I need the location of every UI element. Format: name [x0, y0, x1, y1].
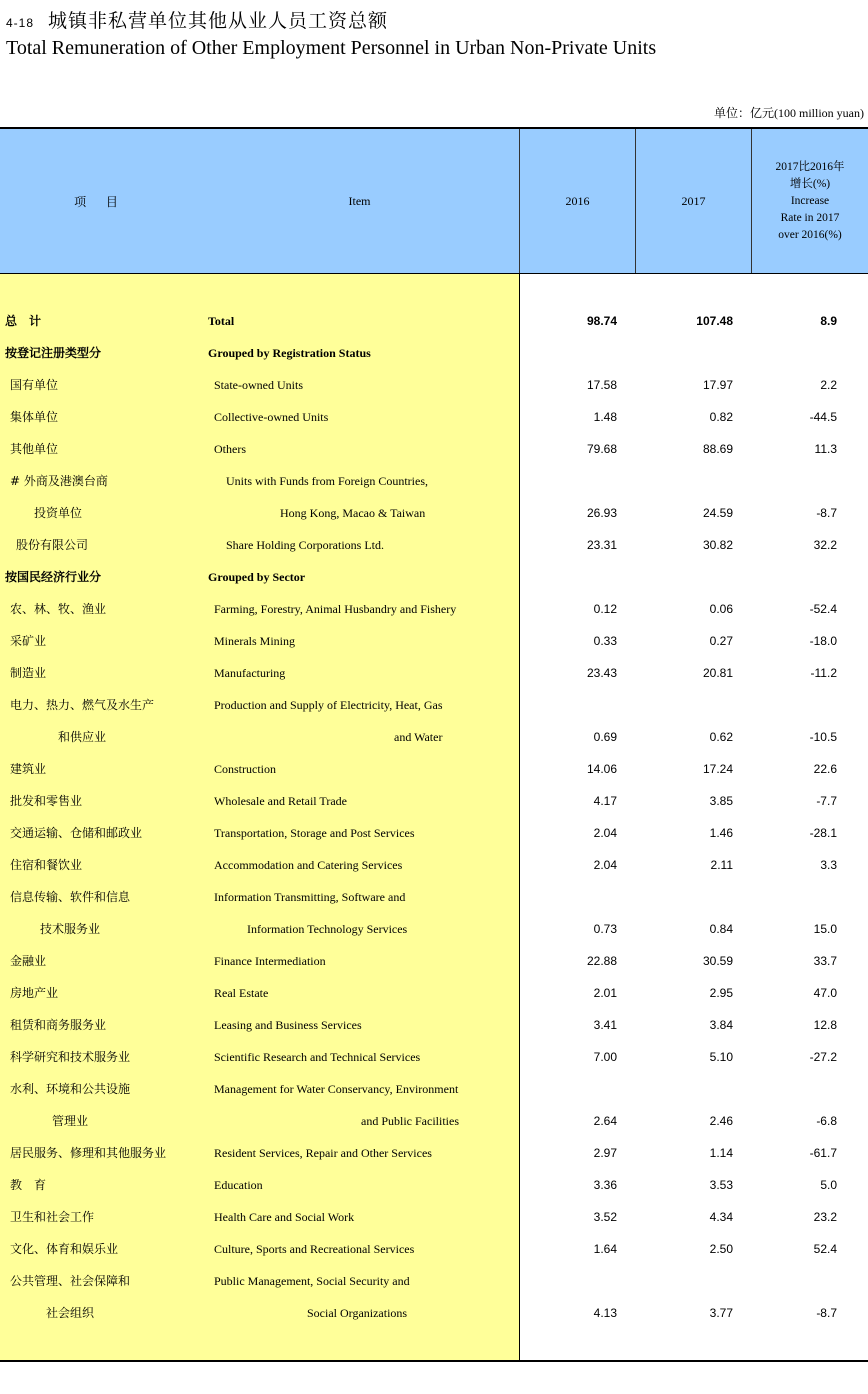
header-2017: 2017: [681, 193, 706, 208]
value-2017: 30.82: [702, 538, 733, 552]
value-rate: 15.0: [813, 922, 837, 936]
row-label-en: Scientific Research and Technical Services: [214, 1050, 421, 1064]
row-label-cn: 信息传输、软件和信息: [10, 890, 131, 904]
row-label-en: Finance Intermediation: [214, 954, 326, 968]
value-rate: 11.3: [814, 442, 837, 456]
header-divider: [751, 129, 752, 273]
header-divider: [635, 129, 636, 273]
table-row: [0, 785, 868, 817]
table-row: [0, 817, 868, 849]
value-2017: 88.69: [702, 442, 733, 456]
row-label-cn: 房地产业: [10, 986, 59, 1000]
unit-label: 单位：亿元(100 million yuan): [714, 106, 864, 120]
table-row: [0, 337, 868, 369]
value-rate: -61.7: [809, 1146, 837, 1160]
table-row: [0, 625, 868, 657]
value-rate: 33.7: [813, 954, 837, 968]
table-row: [0, 881, 868, 913]
row-label-cn: 管理业: [52, 1114, 89, 1128]
value-2016: 3.41: [593, 1018, 617, 1032]
row-label-en: Production and Supply of Electricity, Heat, Gas: [214, 698, 443, 712]
table-row: [0, 465, 868, 497]
row-label-en: Real Estate: [214, 986, 269, 1000]
table-row: [0, 497, 868, 529]
row-label-cn: 交通运输、仓储和邮政业: [10, 826, 143, 840]
value-2016: 0.73: [593, 922, 617, 936]
value-rate: -10.5: [809, 730, 837, 744]
row-label-cn: 水利、环境和公共设施: [10, 1082, 131, 1096]
value-rate: -52.4: [809, 602, 837, 616]
row-label-cn: 住宿和餐饮业: [10, 858, 83, 872]
row-label-cn: 卫生和社会工作: [10, 1210, 95, 1224]
table-row: [0, 1041, 868, 1073]
value-2017: 5.10: [709, 1050, 733, 1064]
value-2017: 1.14: [709, 1146, 733, 1160]
row-label-cn: 农、林、牧、渔业: [10, 602, 107, 616]
header-rate-line: 增长(%): [789, 177, 831, 190]
table-row: [0, 689, 868, 721]
row-label-cn: 按登记注册类型分: [5, 346, 102, 360]
value-rate: 2.2: [820, 378, 837, 392]
row-label-en: and Water: [394, 730, 443, 744]
value-2017: 24.59: [702, 506, 733, 520]
value-2016: 2.64: [593, 1114, 617, 1128]
table-row: [0, 1233, 868, 1265]
value-rate: -44.5: [809, 410, 837, 424]
row-label-cn: 股份有限公司: [16, 538, 89, 552]
row-label-cn: 教 育: [10, 1178, 47, 1192]
value-2016: 23.31: [586, 538, 617, 552]
row-label-cn: 电力、热力、燃气及水生产: [10, 698, 155, 712]
value-2016: 0.12: [593, 602, 617, 616]
value-2017: 2.46: [709, 1114, 733, 1128]
row-label-en: Manufacturing: [214, 666, 286, 680]
row-label-cn: 国有单位: [10, 378, 59, 392]
row-label-en: Accommodation and Catering Services: [214, 858, 403, 872]
value-2016: 1.64: [593, 1242, 617, 1256]
value-2016: 98.74: [586, 314, 617, 328]
table-row: [0, 561, 868, 593]
value-2017: 3.84: [709, 1018, 733, 1032]
page-title-en: Total Remuneration of Other Employment Personnel in Urban Non-Private Units: [6, 37, 657, 59]
row-label-en: Information Transmitting, Software and: [214, 890, 406, 904]
row-label-en: Construction: [214, 762, 276, 776]
table-row: [0, 305, 868, 337]
table-row: [0, 1137, 868, 1169]
value-2017: 2.50: [709, 1242, 733, 1256]
row-label-cn: 文化、体育和娱乐业: [10, 1242, 119, 1256]
row-label-en: Management for Water Conservancy, Environment: [214, 1082, 459, 1096]
value-rate: 22.6: [813, 762, 837, 776]
row-label-en: Others: [214, 442, 246, 456]
header-item-cn: 项 目: [74, 194, 126, 209]
row-label-en: Culture, Sports and Recreational Services: [214, 1242, 415, 1256]
row-label-cn: 公共管理、社会保障和: [10, 1274, 131, 1288]
value-2016: 3.52: [593, 1210, 617, 1224]
row-label-cn: 批发和零售业: [10, 794, 83, 808]
value-2016: 4.13: [593, 1306, 617, 1320]
header-rate-line: Rate in 2017: [780, 211, 840, 224]
row-label-cn: 科学研究和技术服务业: [10, 1050, 131, 1064]
value-2016: 22.88: [586, 954, 617, 968]
value-2016: 26.93: [586, 506, 617, 520]
table-row: [0, 913, 868, 945]
row-label-en: Grouped by Registration Status: [208, 346, 371, 360]
value-2017: 0.27: [709, 634, 733, 648]
header-rate: [752, 129, 868, 273]
value-2017: 0.84: [709, 922, 733, 936]
row-label-en: Resident Services, Repair and Other Services: [214, 1146, 432, 1160]
table-row: [0, 1265, 868, 1297]
row-label-cn: 采矿业: [10, 634, 47, 648]
table-row: [0, 1297, 868, 1329]
row-label-en: Grouped by Sector: [208, 570, 306, 584]
row-label-en: Information Technology Services: [247, 922, 408, 936]
row-label-en: Transportation, Storage and Post Services: [214, 826, 415, 840]
row-label-cn: 和供应业: [58, 730, 107, 744]
row-label-cn: 投资单位: [34, 506, 83, 520]
value-2016: 1.48: [593, 410, 617, 424]
row-label-en: Health Care and Social Work: [214, 1210, 355, 1224]
value-rate: 52.4: [813, 1242, 837, 1256]
row-label-cn: # 外商及港澳台商: [10, 474, 108, 488]
table-row: [0, 945, 868, 977]
value-2017: 20.81: [702, 666, 733, 680]
row-label-en: Share Holding Corporations Ltd.: [226, 538, 384, 552]
row-label-en: Social Organizations: [307, 1306, 408, 1320]
row-label-en: and Public Facilities: [361, 1114, 459, 1128]
row-label-en: Collective-owned Units: [214, 410, 329, 424]
value-rate: 32.2: [813, 538, 837, 552]
row-label-cn: 租赁和商务服务业: [10, 1018, 107, 1032]
table-row: [0, 977, 868, 1009]
value-2017: 17.97: [702, 378, 733, 392]
table-row: [0, 849, 868, 881]
row-label-en: Minerals Mining: [214, 634, 295, 648]
row-label-cn: 社会组织: [46, 1306, 95, 1320]
value-rate: -7.7: [816, 794, 837, 808]
table-header: [0, 129, 868, 273]
row-label-en: Total: [208, 314, 235, 328]
row-label-en: Wholesale and Retail Trade: [214, 794, 347, 808]
value-rate: 5.0: [820, 1178, 837, 1192]
table-row: [0, 1201, 868, 1233]
value-2016: 14.06: [586, 762, 617, 776]
value-2017: 3.53: [709, 1178, 733, 1192]
value-rate: -11.2: [810, 666, 837, 680]
value-2016: 0.33: [593, 634, 617, 648]
value-rate: -8.7: [816, 1306, 837, 1320]
table-row: [0, 1009, 868, 1041]
row-label-en: Leasing and Business Services: [214, 1018, 362, 1032]
row-label-cn: 建筑业: [10, 762, 47, 776]
row-label-cn: 金融业: [10, 954, 47, 968]
table-row: [0, 721, 868, 753]
value-2017: 17.24: [702, 762, 733, 776]
table-row: [0, 433, 868, 465]
header-rate-line: Increase: [790, 194, 830, 207]
value-rate: -28.1: [809, 826, 837, 840]
header-2016: 2016: [565, 193, 590, 208]
row-label-en: Hong Kong, Macao & Taiwan: [280, 506, 426, 520]
value-rate: 3.3: [820, 858, 837, 872]
row-label-cn: 居民服务、修理和其他服务业: [10, 1146, 167, 1160]
value-2016: 7.00: [593, 1050, 617, 1064]
value-2017: 0.06: [709, 602, 733, 616]
value-2017: 107.48: [696, 314, 733, 328]
value-2017: 2.95: [709, 986, 733, 1000]
row-label-en: State-owned Units: [214, 378, 303, 392]
value-2017: 3.85: [709, 794, 733, 808]
value-2016: 4.17: [593, 794, 617, 808]
value-2017: 30.59: [702, 954, 733, 968]
value-2016: 3.36: [593, 1178, 617, 1192]
table-row: [0, 369, 868, 401]
table-row: [0, 1073, 868, 1105]
row-label-en: Education: [214, 1178, 263, 1192]
header-rate-line: 2017比2016年: [775, 160, 845, 173]
table-row: [0, 593, 868, 625]
table-bottom-rule: [0, 1360, 868, 1362]
value-rate: -6.8: [816, 1114, 837, 1128]
value-2017: 0.62: [709, 730, 733, 744]
row-label-cn: 总 计: [5, 314, 42, 328]
header-divider: [519, 129, 520, 273]
row-label-cn: 技术服务业: [40, 922, 101, 936]
row-label-cn: 其他单位: [10, 442, 59, 456]
table-row: [0, 1105, 868, 1137]
value-2017: 3.77: [709, 1306, 733, 1320]
row-label-en: Units with Funds from Foreign Countries,: [226, 474, 429, 488]
value-rate: -27.2: [809, 1050, 837, 1064]
value-rate: 8.9: [820, 314, 837, 328]
value-2017: 1.46: [709, 826, 733, 840]
value-rate: 47.0: [813, 986, 837, 1000]
value-2016: 2.04: [593, 826, 617, 840]
value-2016: 17.58: [586, 378, 617, 392]
value-2016: 23.43: [586, 666, 617, 680]
page-title-cn: [6, 6, 388, 33]
value-rate: 23.2: [813, 1210, 837, 1224]
row-label-cn: 集体单位: [10, 410, 59, 424]
value-2016: 0.69: [593, 730, 617, 744]
table-row: [0, 753, 868, 785]
row-label-en: Farming, Forestry, Animal Husbandry and Fishery: [214, 602, 457, 616]
value-2017: 4.34: [709, 1210, 733, 1224]
value-rate: -18.0: [809, 634, 837, 648]
value-2016: 2.01: [593, 986, 617, 1000]
value-2017: 0.82: [709, 410, 733, 424]
row-label-cn: 按国民经济行业分: [5, 570, 102, 584]
table-row: [0, 401, 868, 433]
value-rate: -8.7: [816, 506, 837, 520]
value-2016: 2.04: [593, 858, 617, 872]
value-rate: 12.8: [813, 1018, 837, 1032]
title-cn-text: 城镇非私营单位其他从业人员工资总额: [48, 10, 389, 32]
value-2016: 79.68: [586, 442, 617, 456]
header-rate-line: over 2016(%): [778, 228, 842, 241]
value-2016: 2.97: [593, 1146, 617, 1160]
table-row: [0, 529, 868, 561]
header-item-en: Item: [348, 193, 371, 208]
table-number: 4-18: [6, 16, 35, 30]
row-label-en: Public Management, Social Security and: [214, 1274, 410, 1288]
value-2017: 2.11: [710, 858, 733, 872]
table-row: [0, 1169, 868, 1201]
table-row: [0, 657, 868, 689]
row-label-cn: 制造业: [10, 666, 47, 680]
